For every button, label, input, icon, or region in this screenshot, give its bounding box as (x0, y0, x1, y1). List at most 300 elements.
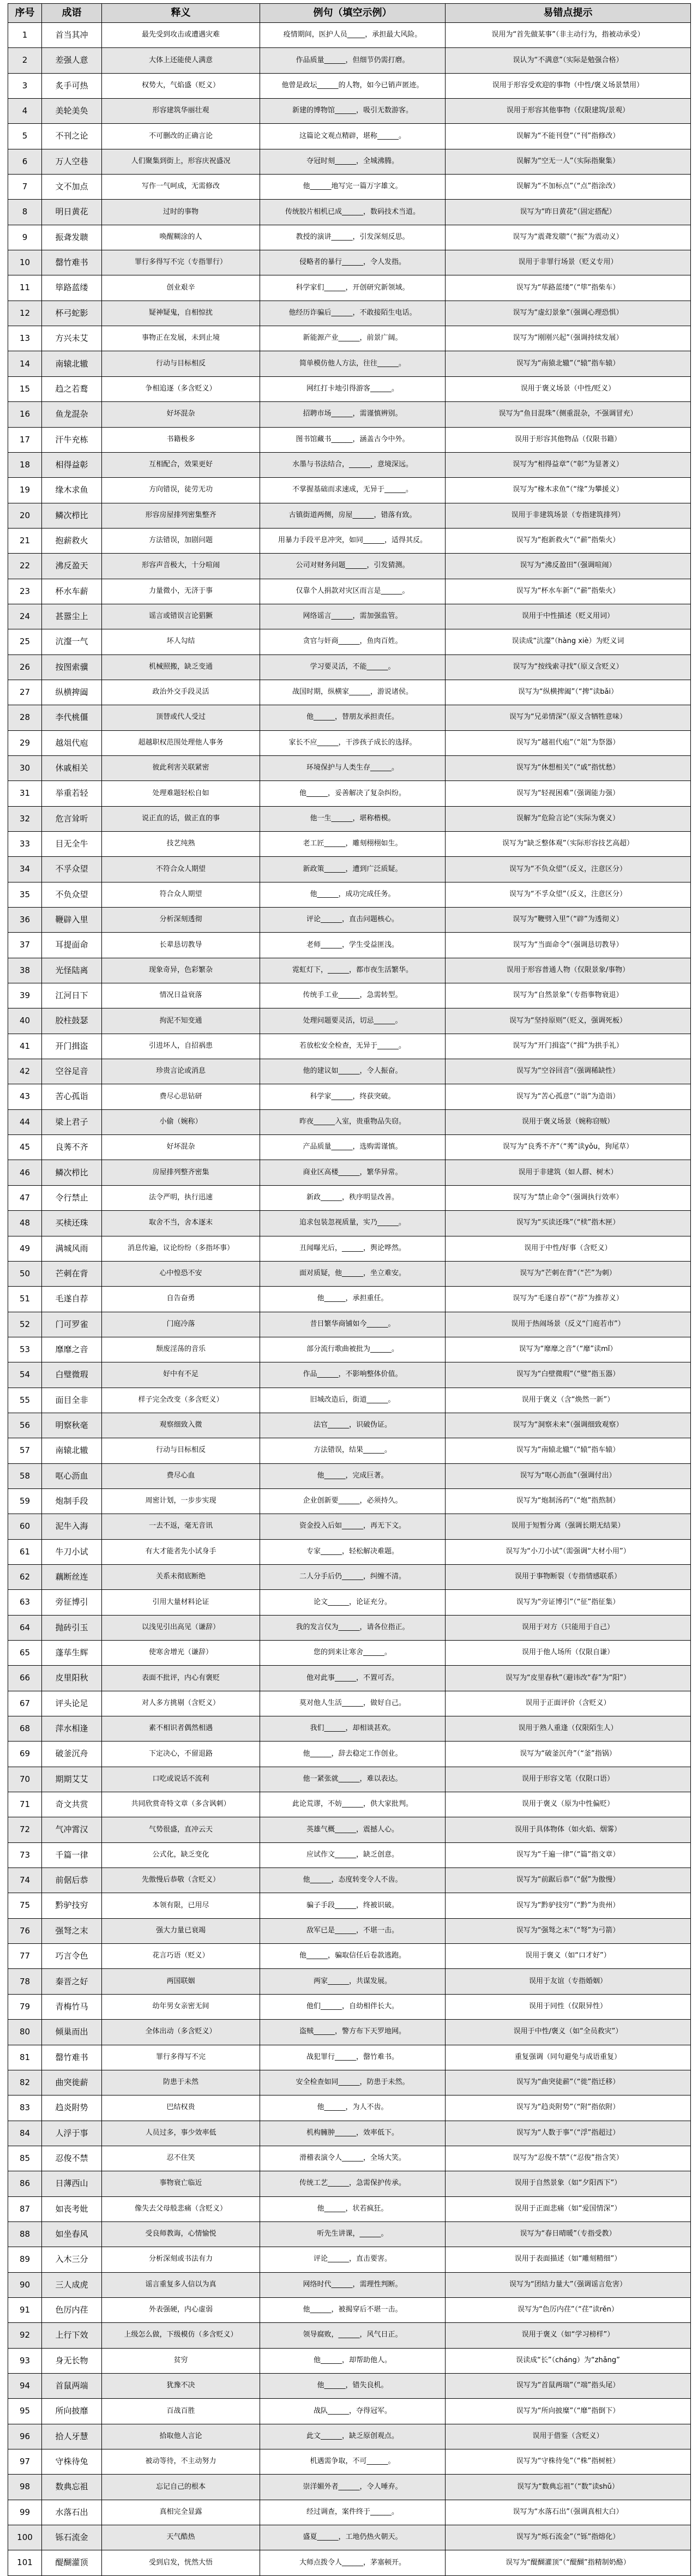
cell-tip: 误用于褒义场景（中性/贬义） (446, 376, 691, 401)
cell-index: 18 (8, 452, 42, 477)
cell-tip: 误写为“兄弟情深”（原义含牺牲意味） (446, 705, 691, 730)
cell-example: 他______，被揭穿后不堪一击。 (260, 2297, 446, 2322)
table-row (8, 1438, 691, 1463)
cell-index: 88 (8, 2221, 42, 2247)
table-row (8, 2550, 691, 2575)
cell-idiom: 首鼠两端 (42, 2373, 102, 2398)
cell-tip: 误用于对方（只能用于自己） (446, 1615, 691, 1640)
cell-meaning: 上级怎么做，下级模仿（多含贬义） (102, 2323, 260, 2348)
cell-meaning: 行动与目标相反 (102, 351, 260, 376)
cell-meaning: 以浅见引出高见（谦辞） (102, 1615, 260, 1640)
cell-index: 57 (8, 1438, 42, 1463)
cell-idiom: 休戚相关 (42, 755, 102, 780)
cell-idiom: 守株待兔 (42, 2449, 102, 2475)
cell-tip: 误用于形容受欢迎的事物（中性/褒义场景禁用） (446, 73, 691, 98)
table-row (8, 225, 691, 250)
cell-tip: 误用于自然景象（如“夕阳西下”） (446, 2171, 691, 2196)
cell-index: 42 (8, 1059, 42, 1084)
cell-index: 24 (8, 604, 42, 629)
cell-example: 论文______，论证充分。 (260, 1590, 446, 1615)
cell-example: 商业区高楼______，繁华异常。 (260, 1160, 446, 1185)
cell-index: 40 (8, 1008, 42, 1034)
table-row (8, 857, 691, 882)
cell-index: 41 (8, 1034, 42, 1059)
cell-index: 31 (8, 781, 42, 806)
cell-example: 您的到来让寒舍______。 (260, 1641, 446, 1666)
cell-example: 教授的演讲______，引发深刻反思。 (260, 225, 446, 250)
cell-idiom: 鳞次栉比 (42, 503, 102, 528)
cell-example: 霓虹灯下，______，都市夜生活繁华。 (260, 958, 446, 983)
cell-example: 不掌握基础而求速成，无异于______。 (260, 478, 446, 503)
cell-tip: 误写为“开门揖盗”（“揖”为拱手礼） (446, 1034, 691, 1059)
cell-index: 63 (8, 1590, 42, 1615)
cell-index: 13 (8, 326, 42, 351)
cell-example: 他______地写完一篇万字雄文。 (260, 175, 446, 200)
cell-meaning: 费尽心血 (102, 1463, 260, 1488)
cell-idiom: 沆瀣一气 (42, 629, 102, 654)
table-row (8, 1362, 691, 1388)
cell-tip: 误写为“当面命令”（强调恳切教导） (446, 933, 691, 958)
cell-tip: 误用于形容普通人物（仅限景象/事物） (446, 958, 691, 983)
cell-index: 14 (8, 351, 42, 376)
cell-idiom: 白璧微瑕 (42, 1362, 102, 1388)
cell-example: 用暴力手段平息冲突，如同______，适得其反。 (260, 528, 446, 553)
cell-example: 部分流行歌曲被批为______。 (260, 1337, 446, 1362)
cell-example: 安全检查如同______，防患于未然。 (260, 2070, 446, 2095)
cell-tip: 误用于正面悲痛（如“爱国情深”） (446, 2196, 691, 2221)
cell-tip: 误写为“虚幻景象”（强调心理恐惧） (446, 301, 691, 326)
table-row (8, 1135, 691, 1160)
cell-tip: 误写为“靡靡之音”（“靡”读mǐ） (446, 1337, 691, 1362)
cell-tip: 误用于形容其他事物（仅限建筑/景观） (446, 99, 691, 124)
cell-tip: 误用于形容文笔（仅限口语） (446, 1767, 691, 1792)
cell-index: 29 (8, 730, 42, 755)
cell-example: 旧城改造后，街道______。 (260, 1388, 446, 1413)
cell-index: 91 (8, 2297, 42, 2322)
cell-example: 新政策______，遭到广泛质疑。 (260, 857, 446, 882)
cell-example: 听先生讲课，______。 (260, 2221, 446, 2247)
cell-example: 网红打卡地引得游客______。 (260, 376, 446, 401)
cell-tip: 误写为“缺乏整体观”（实际形容技艺高超） (446, 832, 691, 857)
table-row (8, 1488, 691, 1514)
cell-example: 仅靠个人捐款对灾区而言是______。 (260, 579, 446, 604)
cell-idiom: 李代桃僵 (42, 705, 102, 730)
table-row (8, 2373, 691, 2398)
cell-meaning: 受良师教诲，心情愉悦 (102, 2221, 260, 2247)
cell-meaning: 犹豫不决 (102, 2373, 260, 2398)
cell-tip: 误写为“皮里春秋”（避讳改“春”为“阳”） (446, 1666, 691, 1691)
cell-index: 71 (8, 1792, 42, 1817)
cell-idiom: 汗牛充栋 (42, 427, 102, 452)
table-row (8, 579, 691, 604)
cell-example: 领导腐败，______，风气日正。 (260, 2323, 446, 2348)
table-row (8, 2348, 691, 2373)
table-row (8, 1312, 691, 1337)
cell-tip: 误写为“小刀小试”（需强调“大材小用”） (446, 1539, 691, 1564)
cell-idiom: 牛刀小试 (42, 1539, 102, 1564)
table-row (8, 250, 691, 275)
cell-index: 92 (8, 2323, 42, 2348)
cell-tip: 误写为“刚刚兴起”（强调持续发展） (446, 326, 691, 351)
cell-idiom: 倾巢而出 (42, 2020, 102, 2045)
table-row (8, 1868, 691, 1893)
table-row (8, 832, 691, 857)
cell-example: 崇洋媚外者______，令人唾弃。 (260, 2475, 446, 2500)
cell-index: 75 (8, 1893, 42, 1918)
cell-index: 78 (8, 1969, 42, 1994)
cell-idiom: 不刊之论 (42, 124, 102, 149)
cell-example: 他______，妥善解决了复杂纠纷。 (260, 781, 446, 806)
header-tip: 易错点提示 (446, 4, 691, 23)
cell-index: 39 (8, 983, 42, 1008)
table-row (8, 1969, 691, 1994)
table-row (8, 2323, 691, 2348)
cell-tip: 误写为“轻视困难”（强调能力强） (446, 781, 691, 806)
table-row (8, 1767, 691, 1792)
cell-index: 11 (8, 275, 42, 301)
cell-idiom: 拾人牙慧 (42, 2424, 102, 2449)
table-row (8, 1211, 691, 1236)
cell-meaning: 忍不住笑 (102, 2146, 260, 2171)
cell-idiom: 水落石出 (42, 2500, 102, 2525)
cell-meaning: 好中有不足 (102, 1362, 260, 1388)
cell-meaning: 像失去父母般悲痛（含贬义） (102, 2196, 260, 2221)
cell-example: 传统手工业______，急需转型。 (260, 983, 446, 1008)
cell-meaning: 创业艰辛 (102, 275, 260, 301)
cell-meaning: 顶替或代人受过 (102, 705, 260, 730)
cell-example: 骗子手段______，终被识破。 (260, 1893, 446, 1918)
cell-example: 他______，辞去稳定工作创业。 (260, 1742, 446, 1767)
cell-idiom: 首当其冲 (42, 23, 102, 48)
cell-tip: 误写为“醍醐灌顶”（“醍醐”指精制奶酪） (446, 2550, 691, 2575)
table-row (8, 99, 691, 124)
cell-example: 他对此事______，不置可否。 (260, 1666, 446, 1691)
cell-idiom: 所向披靡 (42, 2399, 102, 2424)
cell-meaning: 机械照搬，缺乏变通 (102, 654, 260, 680)
cell-meaning: 事物衰亡临近 (102, 2171, 260, 2196)
cell-index: 61 (8, 1539, 42, 1564)
table-row (8, 478, 691, 503)
cell-idiom: 数典忘祖 (42, 2475, 102, 2500)
cell-idiom: 耳提面命 (42, 933, 102, 958)
table-row (8, 1539, 691, 1564)
table-row (8, 781, 691, 806)
cell-tip: 误写为“按线索寻找”（原义含贬义） (446, 654, 691, 680)
cell-idiom: 鱼龙混杂 (42, 402, 102, 427)
cell-tip: 误用于同性（仅限异性） (446, 1994, 691, 2019)
cell-example: 处理问题要灵活，切忌______。 (260, 1008, 446, 1034)
cell-meaning: 忘记自己的根本 (102, 2475, 260, 2500)
cell-example: 他______，承担重任。 (260, 1287, 446, 1312)
cell-tip: 误用于正面评价（含贬义） (446, 1691, 691, 1716)
cell-tip: 误用于褒义（原为中性偏贬） (446, 1792, 691, 1817)
cell-idiom: 良莠不齐 (42, 1135, 102, 1160)
cell-index: 86 (8, 2171, 42, 2196)
cell-meaning: 使寒舍增光（谦辞） (102, 1641, 260, 1666)
cell-tip: 误用于他人场所（仅限自谦） (446, 1641, 691, 1666)
table-row (8, 503, 691, 528)
table-row (8, 1109, 691, 1134)
cell-index: 48 (8, 1211, 42, 1236)
cell-idiom: 入木三分 (42, 2247, 102, 2272)
cell-tip: 误用于借鉴（含贬义） (446, 2424, 691, 2449)
cell-index: 90 (8, 2272, 42, 2297)
cell-example: 作品______，不影响整体价值。 (260, 1362, 446, 1388)
cell-meaning: 人员过多，事少效率低 (102, 2121, 260, 2146)
cell-meaning: 事物正在发展，未到止境 (102, 326, 260, 351)
table-row (8, 452, 691, 477)
cell-index: 4 (8, 99, 42, 124)
cell-tip: 误写为“首鼠两瑞”（“端”指头尾） (446, 2373, 691, 2398)
cell-example: 新政______，秩序明显改善。 (260, 1185, 446, 1210)
cell-example: 二人分手后仍______，纠缠不清。 (260, 1564, 446, 1589)
table-row (8, 2500, 691, 2525)
cell-tip: 误写为“洞察未来”（强调细致观察） (446, 1413, 691, 1438)
cell-meaning: 一去不返，毫无音讯 (102, 1514, 260, 1539)
cell-example: 疫情期间，医护人员_____，承担最大风险。 (260, 23, 446, 48)
cell-tip: 误写为“苦心孤意”（“诣”为造诣） (446, 1084, 691, 1109)
cell-idiom: 旁征博引 (42, 1590, 102, 1615)
cell-meaning: 贫穷 (102, 2348, 260, 2373)
cell-example: 他一生______，堪称楷模。 (260, 806, 446, 831)
cell-tip: 误写为“千遍一律”（“篇”指文章） (446, 1842, 691, 1868)
cell-meaning: 政治外交手段灵活 (102, 680, 260, 705)
cell-tip: 误写为“相得益章”（“彰”为显著义） (446, 452, 691, 477)
cell-tip: 误写为“椽木求鱼”（“缘”为攀援义） (446, 478, 691, 503)
cell-tip: 误写为“荜路蓝缕”（“筚”指柴车） (446, 275, 691, 301)
cell-tip: 误写为“曲突徒薪”（“徙”指迁移） (446, 2070, 691, 2095)
table-row (8, 1842, 691, 1868)
cell-idiom: 如丧考妣 (42, 2196, 102, 2221)
cell-index: 74 (8, 1868, 42, 1893)
table-row (8, 1008, 691, 1034)
cell-idiom: 毛遂自荐 (42, 1287, 102, 1312)
cell-tip: 误写为“强驽之末”（“弩”为弓箭） (446, 1918, 691, 1943)
cell-example: 我的发言仅为______，请各位指正。 (260, 1615, 446, 1640)
table-row (8, 73, 691, 98)
table-row (8, 1792, 691, 1817)
cell-index: 37 (8, 933, 42, 958)
cell-example: 滑稽表演令人______，全场大笑。 (260, 2146, 446, 2171)
cell-index: 68 (8, 1716, 42, 1742)
table-row (8, 2247, 691, 2272)
cell-meaning: 外表强硬，内心虚弱 (102, 2297, 260, 2322)
cell-meaning: 形容声音极大，十分喧闹 (102, 554, 260, 579)
cell-meaning: 观察细致入微 (102, 1413, 260, 1438)
table-row (8, 2171, 691, 2196)
cell-idiom: 明察秋毫 (42, 1413, 102, 1438)
cell-meaning: 罪行多得写不完（专指罪行） (102, 250, 260, 275)
cell-index: 100 (8, 2525, 42, 2550)
cell-idiom: 纵横捭阖 (42, 680, 102, 705)
cell-example: 环境保护与人类生存______。 (260, 755, 446, 780)
cell-idiom: 杯水车薪 (42, 579, 102, 604)
cell-meaning: 全体出动（多含贬义） (102, 2020, 260, 2045)
cell-index: 96 (8, 2424, 42, 2449)
cell-example: 这篇论文观点精辟，堪称______。 (260, 124, 446, 149)
cell-example: 贪官与奸商______，鱼肉百姓。 (260, 629, 446, 654)
cell-index: 15 (8, 376, 42, 401)
cell-meaning: 下定决心，不留退路 (102, 1742, 260, 1767)
cell-meaning: 表面不批评，内心有褒贬 (102, 1666, 260, 1691)
cell-idiom: 人浮于事 (42, 2121, 102, 2146)
idiom-table (8, 3, 691, 2576)
cell-meaning: 气势很盛，直冲云天 (102, 1817, 260, 1842)
cell-tip: 误用于非建筑（如人群、树木） (446, 1160, 691, 1185)
cell-tip: 误写为“呕心沥血”（强调付出） (446, 1463, 691, 1488)
cell-example: 追求包装忽视质量，实乃______。 (260, 1211, 446, 1236)
table-row (8, 2020, 691, 2045)
cell-example: 战犯罪行______，罄竹难书。 (260, 2045, 446, 2070)
cell-tip: 误用于褒义（如“学习榜样”） (446, 2323, 691, 2348)
cell-tip: 误写为“破釜沉舟”（“釜”指锅） (446, 1742, 691, 1767)
cell-index: 89 (8, 2247, 42, 2272)
cell-meaning: 对人多方挑剔（含贬义） (102, 1691, 260, 1716)
cell-example: 专家______，轻松解决难题。 (260, 1539, 446, 1564)
table-row (8, 1287, 691, 1312)
cell-index: 80 (8, 2020, 42, 2045)
cell-meaning: 坏人勾结 (102, 629, 260, 654)
cell-idiom: 趋炎附势 (42, 2095, 102, 2121)
table-row (8, 1893, 691, 1918)
table-row (8, 2196, 691, 2221)
cell-meaning: 符合众人期望 (102, 882, 260, 907)
cell-idiom: 期期艾艾 (42, 1767, 102, 1792)
cell-index: 5 (8, 124, 42, 149)
cell-tip: 误写为“自然景象”（专指事物衰退） (446, 983, 691, 1008)
cell-meaning: 写作一气呵成，无需修改 (102, 175, 260, 200)
cell-index: 56 (8, 1413, 42, 1438)
cell-example: 两家______，共谋发展。 (260, 1969, 446, 1994)
table-row (8, 958, 691, 983)
cell-idiom: 梁上君子 (42, 1109, 102, 1134)
cell-index: 6 (8, 149, 42, 174)
cell-meaning: 本领有限，已用尽 (102, 1893, 260, 1918)
table-row (8, 1994, 691, 2019)
cell-meaning: 力量微小，无济于事 (102, 579, 260, 604)
table-row (8, 528, 691, 553)
cell-example: 他______，态度转变令人不齿。 (260, 1868, 446, 1893)
cell-tip: 误写为“不负众望”（反义，注意区分） (446, 857, 691, 882)
cell-example: 经过调查，案件终于______。 (260, 2500, 446, 2525)
cell-meaning: 大体上还能使人满意 (102, 48, 260, 73)
cell-example: 他一紧张就______，难以表达。 (260, 1767, 446, 1792)
cell-idiom: 罄竹难书 (42, 2045, 102, 2070)
cell-idiom: 千篇一律 (42, 1842, 102, 1868)
cell-index: 10 (8, 250, 42, 275)
cell-example: 战国时期，纵横家______，游说诸侯。 (260, 680, 446, 705)
table-row (8, 376, 691, 401)
cell-idiom: 鞭辟入里 (42, 908, 102, 933)
cell-meaning: 长辈恳切教导 (102, 933, 260, 958)
cell-idiom: 明日黄花 (42, 200, 102, 225)
table-row (8, 1564, 691, 1589)
cell-tip: 误用于熟人重逢（仅限陌生人） (446, 1716, 691, 1742)
cell-example: 老工匠______，雕刻栩栩如生。 (260, 832, 446, 857)
cell-example: 他______，骗取信任后卷款逃跑。 (260, 1944, 446, 1969)
cell-index: 82 (8, 2070, 42, 2095)
cell-meaning: 唤醒糊涂的人 (102, 225, 260, 250)
cell-tip: 误写为“趋炎附势”（“附”指依附） (446, 2095, 691, 2121)
cell-idiom: 满城风雨 (42, 1236, 102, 1261)
cell-idiom: 破釜沉舟 (42, 1742, 102, 1767)
cell-idiom: 上行下效 (42, 2323, 102, 2348)
cell-example: 他们______，自幼相伴长大。 (260, 1994, 446, 2019)
cell-meaning: 消息传遍，议论纷纷（多指坏事） (102, 1236, 260, 1261)
cell-index: 95 (8, 2399, 42, 2424)
cell-idiom: 强弩之末 (42, 1918, 102, 1943)
cell-meaning: 超越职权范围处理他人事务 (102, 730, 260, 755)
cell-tip: 误写为“休想相关”（“戚”指忧愁） (446, 755, 691, 780)
cell-index: 53 (8, 1337, 42, 1362)
cell-idiom: 万人空巷 (42, 149, 102, 174)
cell-tip: 误认为“不满意”（实际是勉强合格） (446, 48, 691, 73)
cell-idiom: 曲突徙薪 (42, 2070, 102, 2095)
cell-meaning: 情况日益衰落 (102, 983, 260, 1008)
cell-example: 新能源产业______，前景广阔。 (260, 326, 446, 351)
cell-tip: 误写为“人数于事”（“浮”指超过） (446, 2121, 691, 2146)
cell-tip: 误写为“杯水车新”（“薪”指柴火） (446, 579, 691, 604)
cell-idiom: 醍醐灌顶 (42, 2550, 102, 2575)
cell-meaning: 分析深刻透彻 (102, 908, 260, 933)
cell-idiom: 抱薪救火 (42, 528, 102, 553)
table-row (8, 1463, 691, 1488)
cell-example: 古镇街道两侧，房屋______，错落有致。 (260, 503, 446, 528)
cell-idiom: 铄石流金 (42, 2525, 102, 2550)
cell-meaning: 门庭冷落 (102, 1312, 260, 1337)
cell-meaning: 拘泥不知变通 (102, 1008, 260, 1034)
table-row (8, 604, 691, 629)
cell-idiom: 令行禁止 (42, 1185, 102, 1210)
cell-index: 38 (8, 958, 42, 983)
cell-idiom: 缘木求鱼 (42, 478, 102, 503)
cell-meaning: 方向错误，徒劳无功 (102, 478, 260, 503)
cell-meaning: 形容建筑华丽壮观 (102, 99, 260, 124)
table-row (8, 908, 691, 933)
cell-meaning: 先傲慢后恭敬（含贬义） (102, 1868, 260, 1893)
table-row (8, 1742, 691, 1767)
cell-meaning: 百战百胜 (102, 2399, 260, 2424)
cell-tip: 误用于褒义（含“焕然一新”） (446, 1388, 691, 1413)
table-row (8, 2449, 691, 2475)
cell-index: 25 (8, 629, 42, 654)
cell-tip: 误写为“鱼目混珠”（侧重混杂，不强调冒充） (446, 402, 691, 427)
cell-tip: 误写为“色厉内荏”（“荏”读rěn） (446, 2297, 691, 2322)
cell-tip: 误解为“空无一人”（实际指聚集） (446, 149, 691, 174)
table-row (8, 1160, 691, 1185)
cell-tip: 误写为“昨日黄花”（固定搭配） (446, 200, 691, 225)
cell-example: 面对质疑，他______，坐立难安。 (260, 1261, 446, 1286)
cell-meaning: 好坏混杂 (102, 402, 260, 427)
cell-tip: 误用于形容其他物品（仅限书籍） (446, 427, 691, 452)
cell-index: 59 (8, 1488, 42, 1514)
cell-idiom: 美轮美奂 (42, 99, 102, 124)
cell-meaning: 周密计划，一步步实现 (102, 1488, 260, 1514)
cell-example: 他______，成功完成任务。 (260, 882, 446, 907)
table-row (8, 629, 691, 654)
table-row (8, 1084, 691, 1109)
cell-tip: 误解为“不能刊登”（“刊”指修改） (446, 124, 691, 149)
cell-idiom: 不孚众望 (42, 857, 102, 882)
cell-example: 招聘市场______，需谨慎辨别。 (260, 402, 446, 427)
cell-idiom: 前倨后恭 (42, 1868, 102, 1893)
cell-idiom: 差强人意 (42, 48, 102, 73)
table-row (8, 882, 691, 907)
cell-idiom: 开门揖盗 (42, 1034, 102, 1059)
cell-meaning: 公式化，缺乏变化 (102, 1842, 260, 1868)
table-row (8, 2297, 691, 2322)
cell-example: 公司对财务问题______，引发猜测。 (260, 554, 446, 579)
